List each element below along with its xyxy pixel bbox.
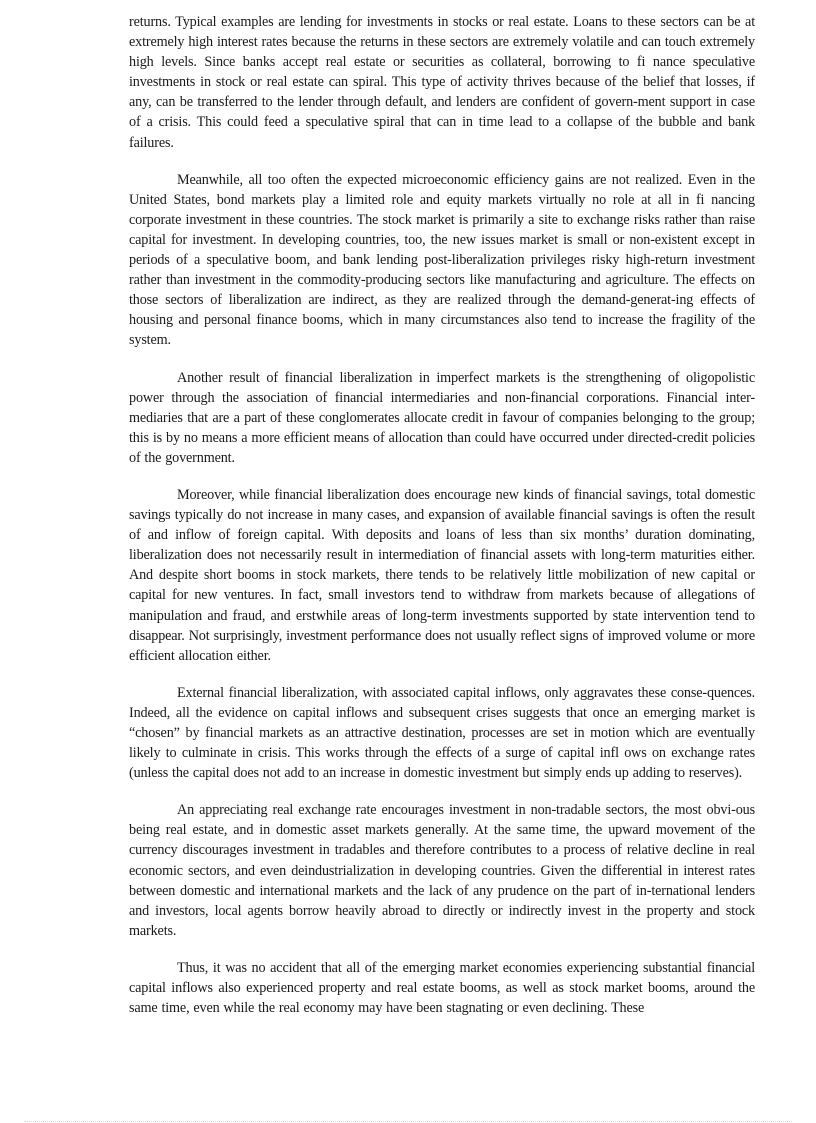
paragraph-5: External financial liberalization, with associated capital inflows, only aggravates these conse-quences. Indeed, all the evidence on capital inflows and subsequent crises suggests that once an emerging market is “chosen” by financial markets as an attractive destination, processes are set in motion which are eventually likely to culminate in crisis. This works through the effects of a surge of capital infl ows on exchange rates (unless the capital does not add to an increase in domestic investment but simply ends up adding to reserves). — [129, 684, 755, 782]
paragraph-6: An appreciating real exchange rate encourages investment in non-tradable sectors, the most obvi-ous being real estate, and in domestic asset markets generally. At the same time, the upward movement of the currency discourages investment in tradables and therefore contributes to a process of relative decline in real economic sectors, and even deindustrialization in developing countries. Given the differential in interest rates between domestic and international markets and the lack of any prudence on the part of in-ternational lenders and investors, local agents borrow heavily abroad to directly or indirectly invest in the property and stock markets. — [129, 802, 755, 939]
paragraph-4: Moreover, while financial liberalization does encourage new kinds of financial savings, total domestic savings typically do not increase in many cases, and expansion of available financial savings is often the result of and inflow of foreign capital. With deposits and loans of less than six months’ duration dominating, liberalization does not necessarily result in intermediation of financial assets with long-term maturities either. And despite short booms in stock markets, there tends to be relatively little mobilization of new capital or capital for new ventures. In fact, small investors tend to withdraw from markets because of allegations of manipulation and fraud, and erstwhile areas of long-term investments supported by state intervention tend to disappear. Not surprisingly, investment performance does not usually reflect signs of improved volume or more efficient allocation either. — [129, 486, 755, 664]
page-bottom-divider — [24, 1121, 792, 1122]
paragraph-3: Another result of financial liberalization in imperfect markets is the strengthening of oligopolistic power through the association of financial intermediaries and non-financial corporations. Financial inter-mediaries that are a part of these conglomerates allocate credit in favour of companies belonging to the group; this is by no means a more efficient means of allocation than could have occurred under directed-credit policies of the government. — [129, 369, 755, 466]
document-page — [129, 12, 755, 1035]
paragraph-1: returns. Typical examples are lending for investments in stocks or real estate. Loans to these sectors can be at extremely high interest rates because the returns in these sectors are extremely volatile and can touch extremely high levels. Since banks accept real estate or securities as collateral, borrowing to fi nance speculative investments in stock or real estate can spiral. This type of activity thrives because of the belief that losses, if any, can be transferred to the lender through default, and lenders are confident of govern-ment support in case of a crisis. This could feed a speculative spiral that can in time lead to a collapse of the bubble and bank failures. — [129, 14, 755, 151]
paragraph-2: Meanwhile, all too often the expected microeconomic efficiency gains are not realized. Even in the United States, bond markets play a limited role and equity markets virtually no role at all in fi nancing corporate investment in these countries. The stock market is primarily a site to exchange risks rather than raise capital for investment. In developing countries, too, the new issues market is small or non-existent except in periods of a speculative boom, and bank lending post-liberalization privileges risky high-return investment rather than investment in the commodity-producing sectors like manufacturing and agriculture. The effects on those sectors of liberalization are indirect, as they are realized through the demand-generat-ing effects of housing and personal finance booms, which in many circumstances also tend to increase the fragility of the system. — [129, 171, 755, 349]
paragraph-7: Thus, it was no accident that all of the emerging market economies experiencing substantial financial capital inflows also experienced property and real estate booms, as well as stock market booms, around the same time, even while the real economy may have been stagnating or even declining. These — [129, 959, 755, 1017]
